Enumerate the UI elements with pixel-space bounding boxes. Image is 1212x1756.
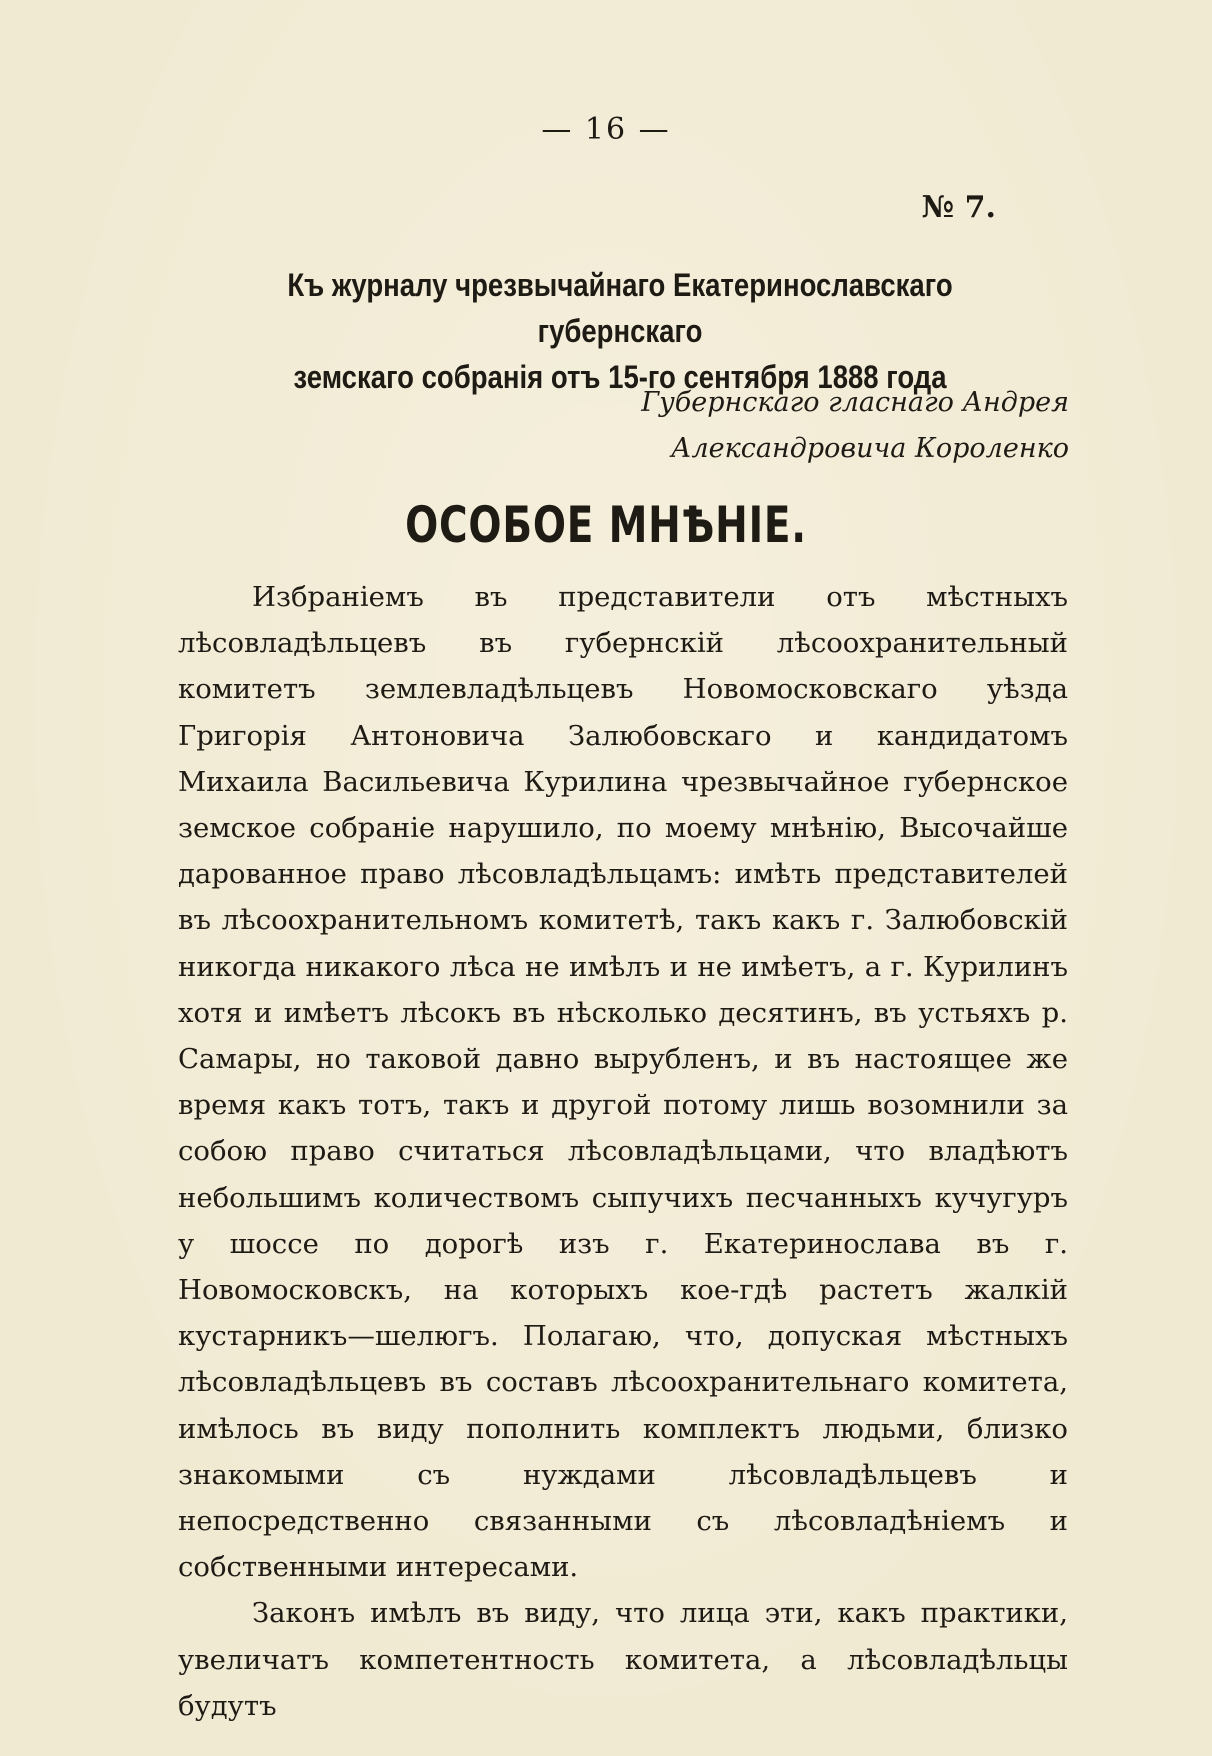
author-line-2: Александровича Короленко (671, 433, 1069, 464)
paragraph: Законъ имѣлъ въ виду, что лица эти, какъ практики, увеличатъ компетентность комитета, а лѣсовладѣльцы будутъ (178, 1597, 1068, 1722)
page-number: — 16 — (541, 112, 671, 147)
body-text (178, 574, 1068, 1729)
heading-line-2: земскаго собранія отъ 15-го сентября 1888 года (293, 359, 947, 395)
document-number: № 7. (921, 190, 996, 225)
author-line-1: Губернскаго гласнаго Андрея (641, 387, 1069, 418)
heading-line-1: Къ журналу чрезвычайнаго Екатеринославскаго губернскаго (287, 267, 953, 349)
document-title: ОСОБОЕ МНѢНІЕ. (405, 496, 807, 554)
paragraph: Избраніемъ въ представители отъ мѣстныхъ лѣсовладѣльцевъ въ губернскій лѣсоохранительный комитетъ землевладѣльцевъ Новомосковскаго уѣзда Григорія Антоновича Залюбовскаго и кандидатомъ Михаила Васильевича Курилина чрезвычайное губернское земское собраніе нарушило, по моему мнѣнію, Высочайше дарованное право лѣсовладѣльцамъ: имѣть представителей въ лѣсоохранительномъ комитетѣ, такъ какъ г. Залюбовскій никогда никакого лѣса не имѣлъ и не имѣетъ, а г. Курилинъ хотя и имѣетъ лѣсокъ въ нѣсколько десятинъ, въ устьяхъ р. Самары, но таковой давно вырубленъ, и въ настоящее же время какъ тотъ, такъ и другой потому лишь возомнили за собою право считаться лѣсовладѣльцами, что владѣютъ небольшимъ количествомъ сыпучихъ песчанныхъ кучугуръ у шоссе по дорогѣ изъ г. Екатеринослава въ г. Новомосковскъ, на которыхъ кое-гдѣ растетъ жалкій кустарникъ—шелюгъ. Полагаю, что, допуская мѣстныхъ лѣсовладѣльцевъ въ составъ лѣсоохранительнаго комитета, имѣлось въ виду пополнить комплектъ людьми, близко знакомыми съ нуждами лѣсовладѣльцевъ и непосредственно связанными съ лѣсовладѣніемъ и собственными интересами. (178, 581, 1068, 1584)
author-attribution (641, 380, 1069, 472)
